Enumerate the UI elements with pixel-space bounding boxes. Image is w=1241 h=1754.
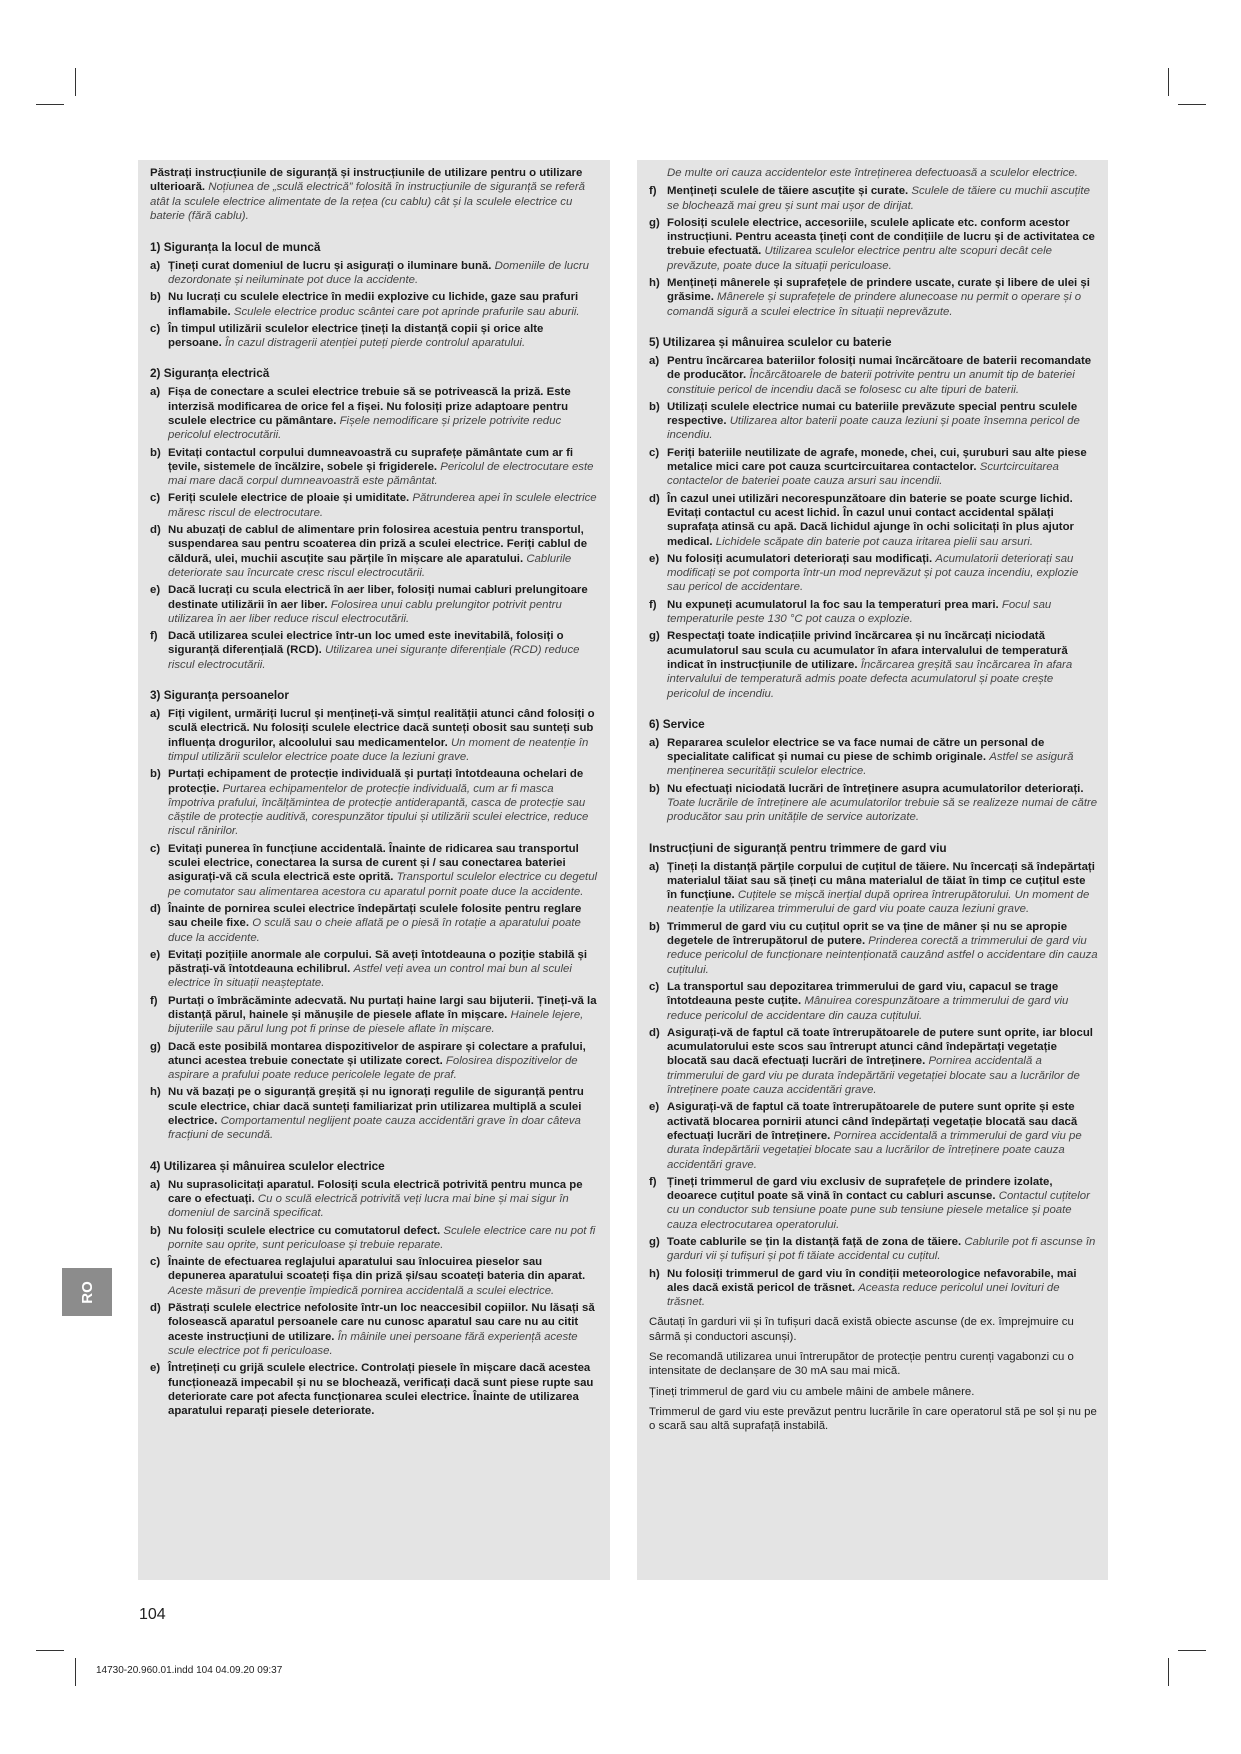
list-item bbox=[649, 782, 1098, 825]
item-bold-text: Toate cablurile se țin la distanță față de zona de tăiere. bbox=[667, 1236, 962, 1248]
item-bold-text: Purtați echipament de protecție individuală și purtați întotdeauna ochelari de protecție. bbox=[168, 768, 584, 795]
item-italic-text: Aceasta reduce pericolul unei lovituri de trăsnet. bbox=[667, 1281, 1060, 1309]
item-letter: f) bbox=[150, 994, 158, 1007]
item-bold-text: La transportul sau depozitarea trimmerului de gard viu, capacul se trage întotdeauna peste cuțite. bbox=[667, 980, 1059, 1008]
item-letter: d) bbox=[150, 902, 161, 915]
list-item bbox=[649, 354, 1098, 397]
closing-paragraph: Căutați în garduri vii și în tufișuri dacă există obiecte ascunse (de ex. împrejmuire cu sârmă și conductori ascunși). bbox=[649, 1316, 1074, 1343]
list-item bbox=[150, 629, 600, 672]
crop-mark bbox=[36, 104, 64, 105]
item-italic-text: Încărcătoarele de baterii potrivite pentru un anumit tip de bateriei constituie pericol de incendiu dacă se folosesc cu alte tipuri de baterii. bbox=[667, 369, 1075, 396]
list-item bbox=[150, 767, 600, 838]
item-letter: f) bbox=[649, 185, 657, 198]
closing-paragraph: Trimmerul de gard viu este prevăzut pentru lucrările în care operatorul stă pe sol și nu pe o scară sau altă suprafață instabilă. bbox=[649, 1405, 1097, 1433]
item-italic-text: Fișele nemodificare și prizele potrivite reduc pericolul electrocutării. bbox=[168, 415, 562, 442]
list-item bbox=[649, 216, 1098, 273]
list-item bbox=[150, 523, 600, 580]
item-letter: b) bbox=[150, 768, 161, 781]
item-italic-text: Contactul cuțitelor cu un conductor sub tensiune poate pune sub tensiune piesele metalice și poate cauza electrocutarea operatorului. bbox=[667, 1190, 1090, 1231]
item-italic-text: Mânuirea corespunzătoare a trimmerului de gard viu reduce pericolul de accidentare din cauza cuțitului. bbox=[667, 995, 1069, 1022]
item-text bbox=[667, 216, 1098, 273]
item-italic-text: Pornirea accidentală a trimmerului de gard viu pe durata îndepărtării vegetației blocate sau a lucrărilor de întreținere poate cauza accidentări grave. bbox=[667, 1129, 1082, 1171]
item-bold-text: Nu vă bazați pe o siguranță greșită și nu ignorați regulile de siguranță pentru scule electrice, chiar dacă sunteți familiarizat prin utilizarea multiplă a sculei electrice. bbox=[168, 1086, 584, 1128]
item-bold-text: Dacă utilizarea sculei electrice într-un loc umed este inevitabilă, folosiți o siguranță diferențială (RCD). bbox=[168, 630, 564, 657]
item-text bbox=[168, 1301, 600, 1358]
item-letter: d) bbox=[649, 1026, 660, 1039]
item-letter: f) bbox=[649, 1175, 657, 1188]
item-bold-text: Țineți curat domeniul de lucru și asigurați o iluminare bună. bbox=[168, 259, 492, 272]
item-italic-text: Folosirea unui cablu prelungitor potrivit pentru utilizarea în aer liber reduce riscul electrocutării. bbox=[168, 598, 562, 625]
list-item bbox=[150, 385, 600, 442]
item-text bbox=[168, 491, 600, 520]
item-italic-text: Folosirea dispozitivelor de aspirare a prafului poate reduce pericolele legate de praf. bbox=[168, 1054, 578, 1082]
item-text bbox=[667, 400, 1098, 443]
section-title: 2) Siguranța electrică bbox=[150, 366, 270, 381]
list-item bbox=[649, 980, 1098, 1023]
list-item bbox=[150, 1085, 600, 1142]
item-letter: d) bbox=[150, 524, 161, 537]
item-text bbox=[168, 948, 600, 991]
item-text bbox=[168, 994, 600, 1037]
item-text bbox=[667, 920, 1098, 977]
closing-paragraph: Se recomandă utilizarea unui întrerupător de protecție pentru curenți vagabonzi cu o intensitate de declanșare de 30 mA sau mai mică. bbox=[649, 1351, 1074, 1378]
item-bold-text: Feriți sculele electrice de ploaie și umiditate. bbox=[168, 492, 410, 505]
right-column bbox=[637, 160, 1108, 1580]
list-item bbox=[649, 184, 1098, 213]
item-bold-text: Evitați contactul corpului dumneavoastră cu suprafețe pământate cum ar fi țevile, sistemele de încălzire, sobele și frigiderele. bbox=[168, 446, 574, 473]
list-item bbox=[649, 552, 1098, 595]
item-bold-text: Nu suprasolicitați aparatul. Folosiți scula electrică potrivită pentru munca pe care o efectuați. bbox=[168, 1178, 583, 1205]
section-title: 4) Utilizarea și mânuirea sculelor electrice bbox=[150, 1158, 385, 1173]
item-italic-text: Hainele lejere, bijuteriile sau părul lung pot fi prinse de piesele aflate în mișcare. bbox=[168, 1008, 584, 1036]
item-letter: a) bbox=[150, 708, 161, 721]
list-item bbox=[150, 583, 600, 626]
list-item bbox=[150, 259, 600, 288]
item-bold-text: Întrețineți cu grijă sculele electrice. Controlați piesele în mișcare dacă acestea funcționează impecabil și nu se blochează, verificați dacă sunt piese rupte sau deteriorate care pot afecta funcționarea sculei electrice. Înainte de utilizarea aparatului reparați piesele deteriorate. bbox=[168, 1362, 594, 1418]
item-bold-text: În timpul utilizării sculelor electrice țineți la distanță copii și orice alte persoane. bbox=[168, 322, 544, 350]
item-letter: a) bbox=[649, 736, 660, 749]
item-text bbox=[168, 767, 600, 838]
list-item bbox=[150, 446, 600, 489]
item-letter: h) bbox=[649, 277, 660, 290]
section-title: 1) Siguranța la locul de muncă bbox=[150, 239, 321, 254]
item-bold-text: Mențineți mânerele și suprafețele de prindere uscate, curate și libere de ulei și grăsime. bbox=[667, 277, 1090, 304]
item-text bbox=[168, 259, 600, 288]
item-italic-text: O sculă sau o cheie aflată pe o piesă în rotație a aparatului poate duce la accidente. bbox=[168, 917, 581, 944]
item-italic-text: Transportul sculelor electrice cu degetul pe comutator sau alimentarea acestora cu aparatul pornit poate duce la accidente. bbox=[168, 871, 598, 898]
item-text bbox=[667, 1267, 1098, 1310]
item-letter: e) bbox=[150, 948, 161, 961]
item-text bbox=[667, 354, 1098, 397]
item-letter: b) bbox=[150, 291, 161, 304]
item-bold-text: Înainte de pornirea sculei electrice îndepărtați sculele folosite pentru reglare sau cheile fixe. bbox=[168, 902, 582, 930]
list-item bbox=[150, 1224, 600, 1253]
left-sections bbox=[150, 240, 600, 1419]
item-bold-text: Nu folosiți acumulatori deteriorați sau modificați. bbox=[667, 552, 933, 565]
closing-notes bbox=[649, 1315, 1098, 1433]
item-text bbox=[667, 1026, 1098, 1097]
item-text bbox=[667, 629, 1098, 700]
item-italic-text: Sculele de tăiere cu muchii ascuțite se blochează mai greu și sunt mai ușor de dirijat. bbox=[667, 185, 1090, 212]
item-bold-text: Trimmerul de gard viu cu cuțitul oprit se va ține de mâner și nu se apropie degetele de întrerupătorul de putere. bbox=[667, 920, 1068, 948]
item-letter: c) bbox=[150, 322, 161, 335]
item-letter: b) bbox=[649, 920, 660, 933]
item-italic-text: Focul sau temperaturile peste 130 °C pot cauza o explozie. bbox=[667, 598, 1052, 626]
list-item bbox=[649, 1267, 1098, 1310]
item-letter: e) bbox=[150, 1362, 161, 1375]
item-bold-text: Asigurați-vă de faptul că toate întrerupătoarele de putere sunt oprite și este activată blocarea pornirii atunci când îndepărtați vegetație blocată sau dacă efectuați lucrări de întreținere. bbox=[667, 1101, 1078, 1142]
list-item bbox=[649, 629, 1098, 700]
item-bold-text: Evitați punerea în funcțiune accidentală. Înainte de ridicarea sau transportul sculei electrice, conectarea la sursa de curent și / sau conectarea bateriei asigurați-vă că scula electrică este oprită. bbox=[168, 842, 579, 884]
item-bold-text: Nu folosiți trimmerul de gard viu în condiții meteorologice nefavorabile, mai ales dacă există pericol de trăsnet. bbox=[667, 1267, 1077, 1294]
item-italic-text: Toate lucrările de întreținere ale acumulatorilor trebuie să se realizeze numai de către producător sau prin unitățile de service autorizate. bbox=[667, 796, 1098, 824]
list-item bbox=[649, 1100, 1098, 1171]
list-item bbox=[150, 1255, 600, 1298]
item-italic-text: Aceste măsuri de prevenție împiedică pornirea accidentală a sculei electrice. bbox=[168, 1284, 555, 1297]
list-item bbox=[150, 1040, 600, 1083]
item-text bbox=[168, 1085, 600, 1142]
item-letter: a) bbox=[649, 354, 660, 367]
list-item bbox=[649, 736, 1098, 779]
section-title: 3) Siguranța persoanelor bbox=[150, 688, 289, 703]
item-italic-text: Încărcarea greșită sau încărcarea în afara intervalului de temperatură admis poate defecta acumulatorul și poate crește pericolul de incendiu. bbox=[667, 658, 1073, 700]
list-item bbox=[150, 948, 600, 991]
item-italic-text: Sculele electrice care nu pot fi pornite sau oprite, sunt periculoase și trebuie reparate. bbox=[168, 1224, 596, 1251]
section-title: 5) Utilizarea și mânuirea sculelor cu baterie bbox=[649, 334, 892, 349]
item-text bbox=[168, 1040, 600, 1083]
item-text bbox=[667, 1175, 1098, 1232]
item-bold-text: Nu lucrați cu sculele electrice în medii explozive cu lichide, gaze sau prafuri inflamabile. bbox=[168, 291, 579, 318]
crop-mark bbox=[36, 1650, 64, 1651]
list-item bbox=[649, 492, 1098, 549]
item-italic-text: Mânerele și suprafețele de prindere alunecoase nu permit o operare și o comandă sigură a sculei electrice în situații neprevăzute. bbox=[667, 291, 1082, 318]
item-italic-text: Cablurile pot fi ascunse în garduri vii și tufișuri și pot fi tăiate accidental cu cuțitul. bbox=[667, 1236, 1096, 1263]
list-item bbox=[649, 1026, 1098, 1097]
item-italic-text: Un moment de neatenție în timpul utilizării sculelor electrice poate duce la leziuni grave. bbox=[168, 736, 589, 763]
item-text bbox=[667, 598, 1098, 627]
item-bold-text: Păstrați sculele electrice nefolosite într-un loc neaccesibil copiilor. Nu lăsați să folosească aparatul persoanele care nu cunosc aparatul sau care nu au citit aceste instrucțiuni de utilizare. bbox=[168, 1302, 595, 1343]
page-number: 104 bbox=[139, 1606, 166, 1623]
list-item bbox=[150, 1178, 600, 1221]
item-italic-text: Acumulatorii deteriorați sau modificați se pot comporta într-un mod neprevăzut și pot cauza incendiu, explozie sau pericol de accidentare. bbox=[667, 552, 1079, 594]
item-letter: e) bbox=[150, 584, 161, 597]
item-bold-text: Țineți trimmerul de gard viu exclusiv de suprafețele de prindere izolate, deoarece cuțitul poate să vină în contact cu cabluri ascunse. bbox=[667, 1175, 1053, 1203]
item-italic-text: Astfel se asigură menținerea securității sculelor electrice. bbox=[667, 751, 1074, 778]
item-italic-text: Domeniile de lucru dezordonate și neiluminate pot duce la accidente. bbox=[168, 259, 589, 286]
list-item bbox=[150, 1301, 600, 1358]
list-item bbox=[649, 598, 1098, 627]
item-italic-text: Scurtcircuitarea contactelor de bateriei poate cauza arsuri sau incendii. bbox=[667, 461, 1059, 488]
item-italic-text: Comportamentul neglijent poate cauza accidentări grave în doar câteva fracțiuni de secundă. bbox=[168, 1115, 581, 1142]
item-letter: b) bbox=[649, 400, 660, 413]
left-column bbox=[138, 160, 610, 1580]
item-italic-text: Sculele electrice produc scântei care pot aprinde prafurile sau aburii. bbox=[233, 305, 580, 318]
item-bold-text: Repararea sculelor electrice se va face numai de către un personal de specialitate calificat și numai cu piese de schimb originale. bbox=[667, 736, 1045, 764]
list-item bbox=[150, 491, 600, 520]
right-sections bbox=[649, 335, 1098, 1310]
crop-mark bbox=[1178, 1650, 1206, 1651]
list-item bbox=[150, 1361, 600, 1418]
item-letter: c) bbox=[150, 492, 161, 505]
item-text bbox=[168, 629, 600, 672]
item-text bbox=[667, 1235, 1098, 1264]
item-bold-text: Nu abuzați de cablul de alimentare prin folosirea acestuia pentru transportul, suspendarea sau pentru scoaterea din priză a sculei electrice. Feriți cablul de căldură, ulei, muchii ascuțite sau părțile în mișcare ale aparatului. bbox=[168, 524, 588, 565]
item-letter: g) bbox=[649, 1236, 660, 1248]
item-text bbox=[667, 276, 1098, 319]
item-text bbox=[667, 184, 1098, 213]
item-letter: c) bbox=[649, 446, 660, 459]
item-italic-text: Cu o sculă electrică potrivită veți lucra mai bine și mai sigur în domeniul de sarcină specificat. bbox=[168, 1192, 569, 1220]
item-bold-text: Înainte de efectuarea reglajului aparatului sau înlocuirea pieselor sau depunerea aparatului scoateți fișa din priză și/sau scoateți bateria din aparat. bbox=[168, 1256, 586, 1283]
item-bold-text: Asigurați-vă de faptul că toate întrerupătoarele de putere sunt oprite, iar blocul acumulatorului este scos sau întrerupt atunci când îndepărtați vegetație blocată sau dacă efectuați lucrări de întreținere. bbox=[667, 1026, 1093, 1068]
item-text bbox=[168, 446, 600, 489]
item-letter: h) bbox=[150, 1086, 161, 1099]
crop-mark bbox=[1178, 104, 1206, 105]
list-item bbox=[649, 400, 1098, 443]
item-letter: f) bbox=[150, 630, 158, 643]
item-text bbox=[168, 583, 600, 626]
item-text bbox=[667, 980, 1098, 1023]
item-bold-text: Purtați o îmbrăcăminte adecvată. Nu purtați haine largi sau bijuterii. Țineți-vă la distanță părul, hainele și mănușile de piesele aflate în mișcare. bbox=[168, 994, 597, 1021]
item-text bbox=[168, 523, 600, 580]
item-bold-text: Dacă este posibilă montarea dispozitivelor de aspirare și colectare a prafului, atunci acestea trebuie conectate și utilizate corect. bbox=[168, 1040, 586, 1067]
item-letter: b) bbox=[649, 782, 660, 795]
list-item bbox=[649, 446, 1098, 489]
list-item bbox=[649, 1235, 1098, 1264]
print-footer: 14730-20.960.01.indd 104 04.09.20 09:37 bbox=[96, 1665, 283, 1676]
item-text bbox=[168, 290, 600, 319]
language-tab: RO bbox=[62, 1268, 112, 1316]
item-bold-text: Mențineți sculele de tăiere ascuțite și curate. bbox=[667, 185, 909, 198]
item-text bbox=[667, 860, 1098, 917]
item-italic-text: Astfel veți avea un control mai bun al sculei electrice în situații neașteptate. bbox=[168, 963, 572, 990]
item-text bbox=[168, 842, 600, 899]
item-text bbox=[168, 322, 600, 351]
intro-text: Păstrați instrucțiunile de siguranță și instrucțiunile de utilizare pentru o utilizare ulterioară. Noțiunea de „sculă electrică” folosită în instrucțiunile de siguranță se referă atât la sculele electrice alimentate de la rețea (cu cablu) cât și la sculele electrice cu baterie (fără cablu). bbox=[150, 167, 585, 223]
item-italic-text: În mâinile unei persoane fără experiență aceste scule electrice pot fi periculoase. bbox=[168, 1330, 578, 1357]
item-letter: f) bbox=[649, 598, 657, 611]
item-text bbox=[168, 385, 600, 442]
item-letter: a) bbox=[150, 386, 161, 399]
item-bold-text: Dacă lucrați cu scula electrică în aer liber, folosiți numai cabluri prelungitoare destinate utilizării în aer liber. bbox=[168, 584, 588, 611]
item-bold-text: Țineți la distanță părțile corpului de cuțitul de tăiere. Nu încercați să îndepărtați materialul tăiat sau să țineți cu mâna materialul de tăiat în timp ce cuțitul este în funcțiune. bbox=[667, 860, 1095, 902]
item-letter: c) bbox=[150, 842, 161, 855]
item-letter: g) bbox=[649, 216, 660, 229]
crop-mark bbox=[1168, 68, 1169, 96]
list-item bbox=[649, 276, 1098, 319]
item-text bbox=[168, 902, 600, 945]
item-italic-text: Pătrunderea apei în sculele electrice măresc riscul de electrocutare. bbox=[168, 492, 597, 519]
item-bold-text: Respectați toate indicațiile privind încărcarea și nu încărcați niciodată acumulatorul sau scula cu acumulator în afara intervalului de temperatură indicat în instrucțiunile de utilizare. bbox=[667, 630, 1068, 671]
item-letter: b) bbox=[150, 446, 161, 459]
item-italic-text: Pericolul de electrocutare este mai mare dacă corpul dumneavoastră este pământat. bbox=[168, 460, 594, 488]
item-bold-text: Evitați pozițiile anormale ale corpului. Să aveți întotdeauna o poziție stabilă și păstrați-vă întotdeauna echilibrul. bbox=[168, 948, 588, 976]
item-letter: c) bbox=[649, 980, 660, 993]
item-text bbox=[168, 1361, 600, 1418]
item-bold-text: Utilizați sculele electrice numai cu bateriile prevăzute special pentru sculele respective. bbox=[667, 400, 1078, 428]
item-italic-text: Prinderea corectă a trimmerului de gard viu reduce pericolul de funcționare neintenționată cauzând astfel o accidentare din cauza cuțitului. bbox=[667, 935, 1098, 976]
item-letter: b) bbox=[150, 1224, 161, 1237]
item-text bbox=[667, 446, 1098, 489]
list-item bbox=[150, 902, 600, 945]
item-bold-text: Folosiți sculele electrice, accesoriile, sculele aplicate etc. conform acestor instrucțiuni. Pentru aceasta țineți cont de condițiile de lucru și de activitatea ce trebuie efectuată. bbox=[667, 216, 1095, 258]
list-item bbox=[150, 994, 600, 1037]
list-item bbox=[150, 290, 600, 319]
item-text bbox=[168, 707, 600, 764]
item-letter: a) bbox=[649, 860, 660, 873]
list-item bbox=[649, 860, 1098, 917]
item-letter: a) bbox=[150, 1178, 161, 1191]
item-italic-text: Lichidele scăpate din baterie pot cauza iritarea pielii sau arsuri. bbox=[715, 535, 1033, 548]
list-item bbox=[649, 1175, 1098, 1232]
crop-mark bbox=[75, 68, 76, 96]
item-letter: d) bbox=[649, 492, 660, 505]
list-item bbox=[150, 842, 600, 899]
list-item bbox=[649, 920, 1098, 977]
item-letter: e) bbox=[649, 1101, 660, 1114]
item-text bbox=[667, 492, 1098, 549]
item-italic-text: Utilizarea altor baterii poate cauza leziuni și poate însemna pericol de incendiu. bbox=[667, 415, 1080, 442]
item-letter: c) bbox=[150, 1256, 161, 1269]
item-bold-text: Nu expuneți acumulatorul la foc sau la temperaturi prea mari. bbox=[667, 598, 999, 611]
item-italic-text: Utilizarea unei siguranțe diferențiale (RCD) reduce riscul electrocutării. bbox=[168, 644, 580, 671]
item-bold-text: În cazul unei utilizări necorespunzătoare din baterie se poate scurge lichid. Evitați contactul cu acest lichid. În cazul unui contact accidental spălați suprafața atinsă cu apă. Dacă lichidul ajunge în ochi solicitați în plus ajutor medical. bbox=[667, 492, 1074, 548]
item-text bbox=[667, 552, 1098, 595]
item-text bbox=[168, 1224, 600, 1253]
item-italic-text: În cazul distragerii atenției puteți pierde controlul aparatului. bbox=[224, 337, 526, 350]
crop-mark bbox=[1168, 1658, 1169, 1686]
item-italic-text: Utilizarea sculelor electrice pentru alte scopuri decât cele prevăzute, poate duce la situații periculoase. bbox=[667, 245, 1052, 272]
list-item bbox=[150, 322, 600, 351]
item-bold-text: Nu folosiți sculele electrice cu comutatorul defect. bbox=[168, 1224, 441, 1237]
item-letter: h) bbox=[649, 1267, 660, 1280]
item-bold-text: Nu efectuați niciodată lucrări de întreținere asupra acumulatorilor deteriorați. bbox=[667, 782, 1084, 795]
item-text bbox=[168, 1255, 600, 1298]
item-italic-text: Cablurile deteriorate sau încurcate cresc riscul electrocutării. bbox=[168, 552, 572, 579]
item-italic-text: Pornirea accidentală a trimmerului de gard viu pe durata îndepărtării vegetației blocate sau a lucrărilor de întreținere poate cauza accidentări grave. bbox=[667, 1055, 1080, 1097]
list-item bbox=[150, 707, 600, 764]
item-letter: e) bbox=[649, 552, 660, 565]
item-bold-text: Feriți bateriile neutilizate de agrafe, monede, chei, cui, șuruburi sau alte piese metalice mici care pot cauza scurtcircuitarea contactelor. bbox=[667, 446, 1087, 474]
item-italic-text: Purtarea echipamentelor de protecție individuală, cum ar fi masca împotriva prafului, încălțămintea de protecție antiderapantă, casca de protecție sau căștile de protecție auditivă, corespunzător tipului și utilizării sculei electrice, reduce riscul rănirilor. bbox=[168, 782, 589, 838]
item-letter: d) bbox=[150, 1302, 161, 1315]
section-title: 6) Service bbox=[649, 716, 705, 731]
lead-items bbox=[649, 184, 1098, 319]
crop-mark bbox=[75, 1658, 76, 1686]
lead-text: De multe ori cauza accidentelor este întreținerea defectuoasă a sculelor electrice. bbox=[667, 167, 1078, 179]
item-italic-text: Cuțitele se mișcă inerțial după oprirea întrerupătorului. Un moment de neatenție la utilizarea trimmerului de gard viu poate cauza leziuni grave. bbox=[667, 889, 1090, 916]
closing-paragraph: Țineți trimmerul de gard viu cu ambele mâini de ambele mânere. bbox=[649, 1385, 975, 1398]
item-bold-text: Pentru încărcarea bateriilor folosiți numai încărcătoare de baterii recomandate de producător. bbox=[667, 354, 1092, 382]
item-text bbox=[168, 1178, 600, 1221]
item-bold-text: Fiți vigilent, urmăriți lucrul și mențineți-vă simțul realității atunci când folosiți o sculă electrică. Nu folosiți sculele electrice dacă sunteți obosit sau sunteți sub influența drogurilor, alcoolului sau medicamentelor. bbox=[168, 708, 595, 749]
item-text bbox=[667, 736, 1098, 779]
item-bold-text: Fișa de conectare a sculei electrice trebuie să se potrivească la priză. Este interzisă modificarea de orice fel a fișei. Nu folosiți prize adaptoare pentru sculele electrice cu pământare. bbox=[168, 386, 571, 427]
item-letter: g) bbox=[649, 630, 660, 643]
item-letter: a) bbox=[150, 259, 161, 272]
item-text bbox=[667, 782, 1098, 825]
section-title: Instrucțiuni de siguranță pentru trimmere de gard viu bbox=[649, 840, 947, 855]
item-letter: g) bbox=[150, 1040, 161, 1053]
item-text bbox=[667, 1100, 1098, 1171]
